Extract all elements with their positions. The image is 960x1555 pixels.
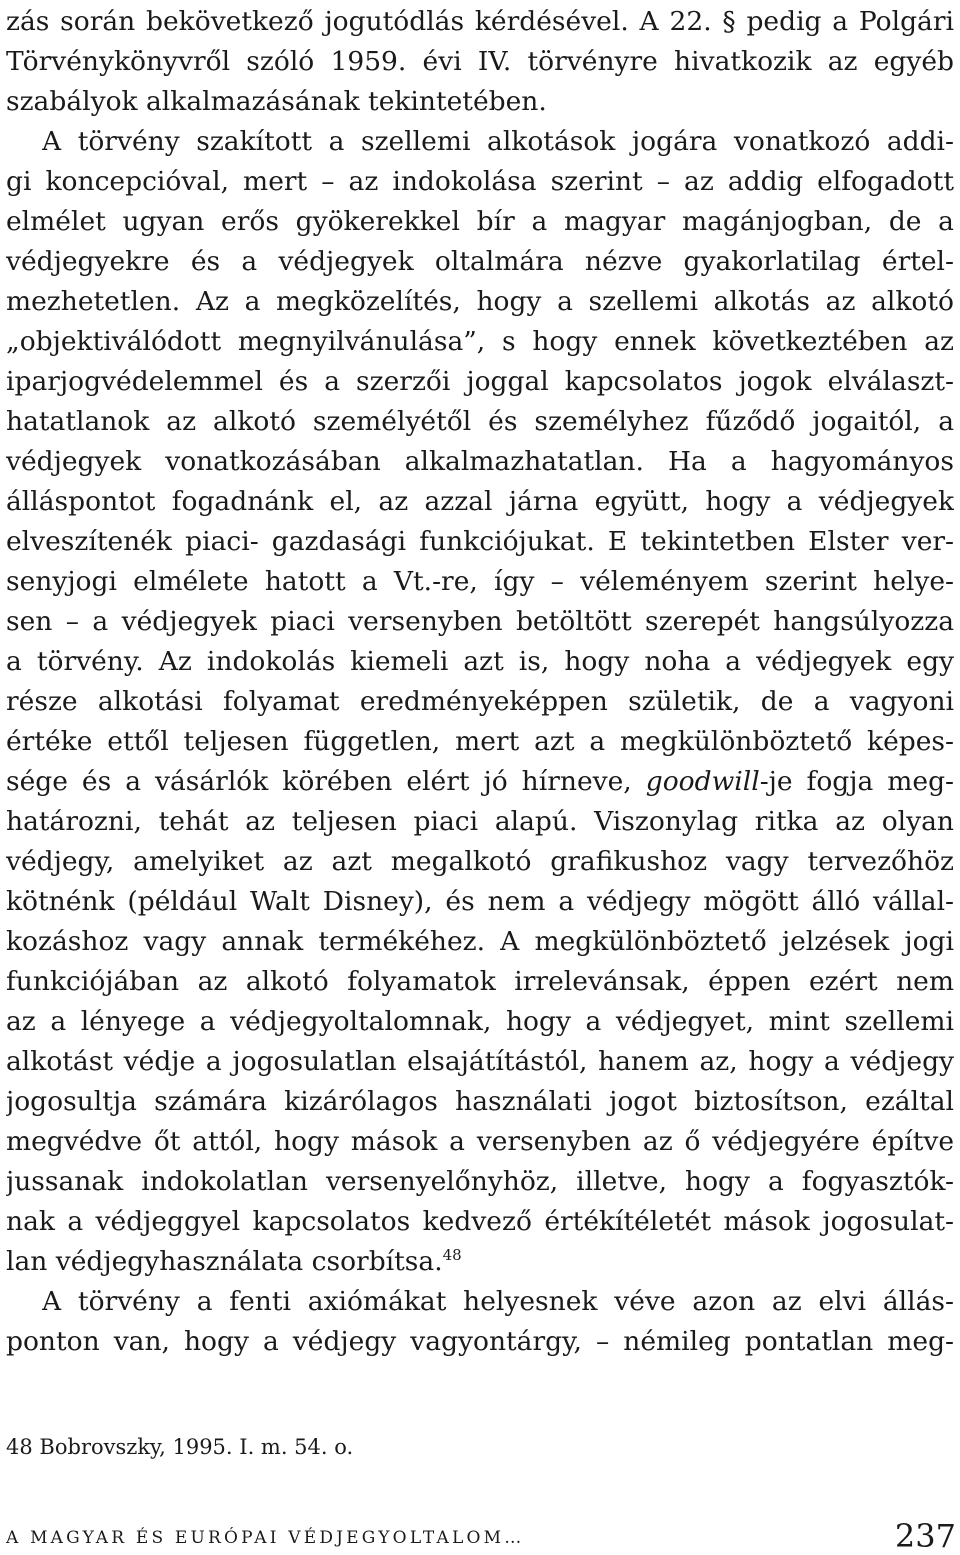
running-title: A MAGYAR ÉS EURÓPAI VÉDJEGYOLTALOM…	[6, 1528, 525, 1548]
text-line: értéke ettől teljesen független, mert azt a megkülönböztető képes-	[6, 726, 954, 757]
footnote-number: 48	[6, 1435, 33, 1459]
text-line: része alkotási folyamat eredményeképpen születik, de a vagyoni	[6, 686, 954, 717]
text-line: elveszítenék piaci- gazdasági funkciójukat. E tekintetben Elster ver-	[6, 526, 954, 557]
footnote-text: Bobrovszky, 1995. I. m. 54. o.	[39, 1435, 354, 1459]
text-line: A törvény szakított a szellemi alkotások jogára vonatkozó addi-	[42, 126, 954, 157]
text-line: sen – a védjegyek piaci versenyben betöltött szerepét hangsúlyozza	[6, 606, 954, 637]
text-line: nak a védjeggyel kapcsolatos kedvező értékítéletét mások jogosulat-	[6, 1206, 954, 1237]
text-line	[6, 1242, 954, 1282]
text-line	[6, 762, 954, 802]
text-segment: lan védjegyhasználata csorbítsa.	[6, 1246, 443, 1277]
text-line: mezhetetlen. Az a megközelítés, hogy a szellemi alkotás az alkotó	[6, 286, 954, 317]
text-segment: -je fogja meg-	[759, 766, 954, 797]
text-line: iparjogvédelemmel és a szerzői joggal kapcsolatos jogok elválaszt-	[6, 366, 954, 397]
text-line: megvédve őt attól, hogy mások a versenyben az ő védjegyére építve	[6, 1126, 954, 1157]
text-line: védjegyekre és a védjegyek oltalmára nézve gyakorlatilag értel-	[6, 246, 954, 277]
page-number: 237	[894, 1517, 956, 1555]
text-line: gi koncepcióval, mert – az indokolása szerint – az addig elfogadott	[6, 166, 954, 197]
text-line: az a lényege a védjegyoltalomnak, hogy a védjegyet, mint szellemi	[6, 1006, 954, 1037]
text-line: kötnénk (például Walt Disney), és nem a védjegy mögött álló vállal-	[6, 886, 954, 917]
text-line: ponton van, hogy a védjegy vagyontárgy, – némileg pontatlan meg-	[6, 1326, 954, 1357]
text-line: Törvénykönyvről szóló 1959. évi IV. törvényre hivatkozik az egyéb	[6, 46, 954, 77]
text-line: A törvény a fenti axiómákat helyesnek véve azon az elvi állás-	[42, 1286, 954, 1317]
text-line: senyjogi elmélete hatott a Vt.-re, így – véleményem szerint helye-	[6, 566, 954, 597]
text-line: „objektiválódott megnyilvánulása”, s hogy ennek következtében az	[6, 326, 954, 357]
text-line: határozni, tehát az teljesen piaci alapú. Viszonylag ritka az olyan	[6, 806, 954, 837]
page-footer	[6, 1518, 956, 1554]
footnote-reference[interactable]: 48	[442, 1246, 462, 1265]
text-line: jussanak indokolatlan versenyelőnyhöz, illetve, hogy a fogyasztók-	[6, 1166, 954, 1197]
text-line: elmélet ugyan erős gyökerekkel bír a magyar magánjogban, de a	[6, 206, 954, 237]
text-segment: sége és a vásárlók körében elért jó hírneve,	[6, 766, 632, 797]
text-line: alkotást védje a jogosulatlan elsajátítástól, hanem az, hogy a védjegy	[6, 1046, 954, 1077]
text-line: hatatlanok az alkotó személyétől és személyhez fűződő jogaitól, a	[6, 406, 954, 437]
italic-term: goodwill	[645, 766, 760, 797]
text-line: jogosultja számára kizárólagos használati jogot biztosítson, ezáltal	[6, 1086, 954, 1117]
text-line: védjegyek vonatkozásában alkalmazhatatlan. Ha a hagyományos	[6, 446, 954, 477]
text-line: a törvény. Az indokolás kiemeli azt is, hogy noha a védjegyek egy	[6, 646, 954, 677]
footnote	[6, 1432, 353, 1462]
text-line: kozáshoz vagy annak termékéhez. A megkülönböztető jelzések jogi	[6, 926, 954, 957]
text-line: funkciójában az alkotó folyamatok irrelevánsak, éppen ezért nem	[6, 966, 954, 997]
text-line: zás során bekövetkező jogutódlás kérdésével. A 22. § pedig a Polgári	[6, 6, 954, 37]
text-line: álláspontot fogadnánk el, az azzal járna együtt, hogy a védjegyek	[6, 486, 954, 517]
text-line: védjegy, amelyiket az azt megalkotó grafikushoz vagy tervezőhöz	[6, 846, 954, 877]
text-line: szabályok alkalmazásának tekintetében.	[6, 86, 547, 117]
